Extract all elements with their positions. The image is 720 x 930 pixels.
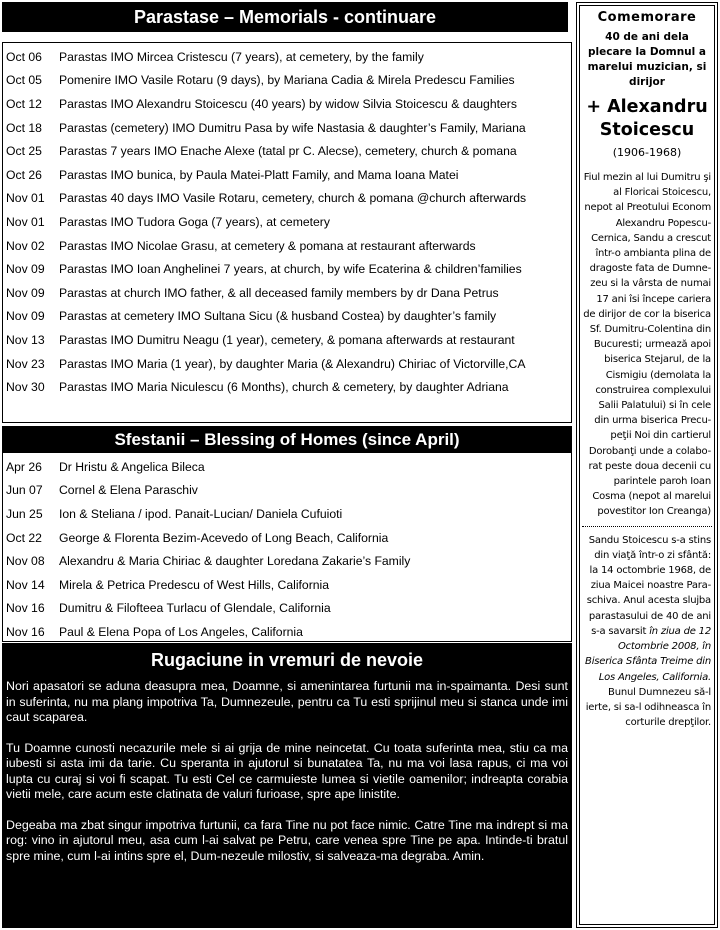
- list-row: [3, 573, 571, 597]
- row-date: Nov 02: [6, 238, 45, 253]
- list-row: [3, 597, 571, 621]
- homes-list: [2, 452, 572, 642]
- row-text: Mirela & Petrica Predescu of West Hills, California: [59, 577, 330, 592]
- list-row: [3, 234, 571, 258]
- list-row: [3, 163, 571, 187]
- death-note-text: Sandu Stoicescu s-a stins din viaţă într-o zi sfântă: la 14 octombrie 1968, de ziua Maicei noastre Para-schiva. Anul acesta slujba parastasului de 40 de ani s-a savarsit: [586, 534, 711, 637]
- sidebar-divider: [582, 526, 712, 527]
- row-date: Oct 12: [6, 96, 42, 111]
- commemoration-bio: Fiul mezin al lui Dumitru şi al Floricai Stoicescu, nepot al Preotului Econom Alexandru Popescu-Cernica, Sandu a crescut într-o ambianta plina de dragoste fata de Dumne-zeu si la vârsta de numai 17 ani îsi începe cariera de dirijor de cor la biserica Sf. Dumitru-Colentina din Bucuresti; urmează apoi biserica Stejarul, de la Cismigiu (demolata la construirea complexului Salii Palatului) si în cele din urma biserica Precu-peţii Noi din cartierul Dorobanţi unde a colabo-rat peste doua decenii cu parintele paroh Ioan Cosma (nepot al marelui povestitor Ion Creanga): [583, 172, 711, 518]
- row-text: Parastas IMO Dumitru Neagu (1 year), cemetery, & pomana afterwards at restaurant: [59, 332, 515, 347]
- prayer-paragraph: Degeaba ma zbat singur impotriva furtunii, ca fara Tine nu pot face nimic. Catre Tine ma indrept si ma rog: vino in ajutorul meu, asa cum l-ai salvat pe Petru, care venea spre Tine pe apa. Intinde-ti bratul spre mine, cum l-ai intins spre el, Dum-nezeule milostiv, si salveaza-ma degraba. Amin.: [6, 817, 568, 863]
- row-text: Parastas IMO Mircea Cristescu (7 years), at cemetery, by the family: [59, 49, 424, 64]
- row-text: Parastas 7 years IMO Enache Alexe (tatal pr C. Alecse), cemetery, church & pomana: [59, 144, 517, 159]
- row-date: Oct 05: [6, 73, 42, 88]
- list-row: [3, 328, 571, 352]
- memorials-header: [2, 2, 568, 32]
- prayer-paragraph: Tu Doamne cunosti necazurile mele si ai grija de mine neincetat. Cu toata suferinta mea, stiu ca ma iubesti si asta imi da tarie. Cu speranta in ajutorul si bunatatea Ta, nu ma voi lasa rapus, ci ma voi lupta cu curaj si voi fi scapat. Tu esti Cel ce carmuieste lumea si vietile oamenilor; indreapta corabia vietii mele, care acum este clatinata de valuri furioase, spre ape linistite.: [6, 740, 568, 801]
- row-date: Oct 18: [6, 120, 42, 135]
- row-text: Parastas IMO Nicolae Grasu, at cemetery & pomana at restaurant afterwards: [59, 238, 476, 253]
- row-date: Oct 25: [6, 144, 42, 159]
- row-date: Oct 06: [6, 49, 42, 64]
- list-row: [3, 620, 571, 644]
- row-date: Oct 22: [6, 530, 42, 545]
- row-text: Parastas IMO Tudora Goga (7 years), at cemetery: [59, 214, 330, 229]
- commemoration-name: + Alexandru Stoicescu: [586, 97, 708, 140]
- list-row: [3, 257, 571, 281]
- death-note-italic: în ziua de 12 Octombrie 2008, în Biserica Sfânta Treime din Los Angeles, California.: [585, 625, 711, 683]
- row-date: Apr 26: [6, 459, 42, 474]
- commemoration-years: (1906-1968): [612, 146, 682, 159]
- list-row: [3, 210, 571, 234]
- homes-title: Sfestanii – Blessing of Homes (since April): [4, 428, 570, 452]
- commemoration-title: Comemorare: [597, 10, 697, 25]
- row-text: Parastas IMO bunica, by Paula Matei-Platt Family, and Mama Ioana Matei: [59, 167, 459, 182]
- list-row: [3, 549, 571, 573]
- row-date: Nov 16: [6, 624, 45, 639]
- list-row: [3, 281, 571, 305]
- row-text: George & Florenta Bezim-Acevedo of Long Beach, California: [59, 530, 389, 545]
- row-text: Parastas (cemetery) IMO Dumitru Pasa by wife Nastasia & daughter’s Family, Mariana: [59, 120, 526, 135]
- homes-header: [2, 426, 572, 452]
- list-row: [3, 352, 571, 376]
- row-date: Nov 13: [6, 332, 45, 347]
- list-row: [3, 45, 571, 69]
- row-text: Dumitru & Filofteea Turlacu of Glendale, California: [59, 601, 331, 616]
- death-note-closing: Bunul Dumnezeu să-l ierte, si sa-l odihneasca în corturile drepţilor.: [585, 686, 711, 729]
- commemoration-death-note: [583, 533, 711, 731]
- row-date: Nov 09: [6, 285, 45, 300]
- row-text: Parastas IMO Alexandru Stoicescu (40 years) by widow Silvia Stoicescu & daughters: [59, 96, 517, 111]
- row-text: Alexandru & Maria Chiriac & daughter Loredana Zakarie’s Family: [59, 554, 411, 569]
- row-text: Pomenire IMO Vasile Rotaru (9 days), by Mariana Cadia & Mirela Predescu Families: [59, 73, 515, 88]
- row-text: Ion & Steliana / ipod. Panait-Lucian/ Daniela Cufuioti: [59, 506, 343, 521]
- row-date: Jun 07: [6, 483, 43, 498]
- row-date: Nov 30: [6, 380, 45, 395]
- row-text: Parastas at church IMO father, & all deceased family members by dr Dana Petrus: [59, 285, 499, 300]
- commemoration-sidebar: [576, 2, 718, 928]
- list-row: [3, 455, 571, 479]
- list-row: [3, 526, 571, 550]
- row-date: Nov 01: [6, 214, 45, 229]
- row-date: Nov 16: [6, 601, 45, 616]
- list-row: [3, 375, 571, 399]
- prayer-section: [2, 643, 572, 928]
- row-text: Parastas at cemetery IMO Sultana Sicu (& husband Costea) by daughter’s family: [59, 309, 497, 324]
- list-row: [3, 502, 571, 526]
- row-date: Nov 01: [6, 191, 45, 206]
- list-row: [3, 139, 571, 163]
- prayer-title: Rugaciune in vremuri de nevoie: [150, 650, 424, 670]
- row-date: Nov 14: [6, 577, 45, 592]
- memorials-list: [2, 42, 572, 423]
- row-text: Parastas IMO Ioan Anghelinei 7 years, at church, by wife Ecaterina & children’families: [59, 262, 522, 277]
- row-date: Nov 09: [6, 309, 45, 324]
- row-text: Parastas IMO Maria (1 year), by daughter Maria (& Alexandru) Chiriac of Victorville,CA: [59, 356, 526, 371]
- prayer-paragraph: Nori apasatori se aduna deasupra mea, Doamne, si amenintarea furtunii ma in-spaimanta. Desi sunt in suferinta, nu ma plang impotriva Ta, Dumnezeule, pentru ca Tu esti sprijinul meu si stanca unde imi caut scaparea.: [6, 679, 568, 724]
- row-date: Oct 26: [6, 167, 42, 182]
- memorials-title: Parastase – Memorials - continuare: [133, 7, 437, 27]
- row-date: Jun 25: [6, 506, 43, 521]
- list-row: [3, 69, 571, 93]
- list-row: [3, 479, 571, 503]
- row-text: Parastas 40 days IMO Vasile Rotaru, cemetery, church & pomana @church afterwards: [59, 191, 527, 206]
- list-row: [3, 305, 571, 329]
- row-date: Nov 23: [6, 356, 45, 371]
- list-row: [3, 116, 571, 140]
- row-text: Parastas IMO Maria Niculescu (6 Months), church & cemetery, by daughter Adriana: [59, 380, 509, 395]
- row-text: Dr Hristu & Angelica Bileca: [59, 459, 205, 474]
- row-date: Nov 09: [6, 262, 45, 277]
- row-date: Nov 08: [6, 554, 45, 569]
- commemoration-subtitle: 40 de ani dela plecare la Domnul a marelui muzician, si dirijor: [587, 31, 707, 88]
- list-row: [3, 92, 571, 116]
- row-text: Paul & Elena Popa of Los Angeles, California: [59, 624, 303, 639]
- row-text: Cornel & Elena Paraschiv: [59, 483, 198, 498]
- list-row: [3, 187, 571, 211]
